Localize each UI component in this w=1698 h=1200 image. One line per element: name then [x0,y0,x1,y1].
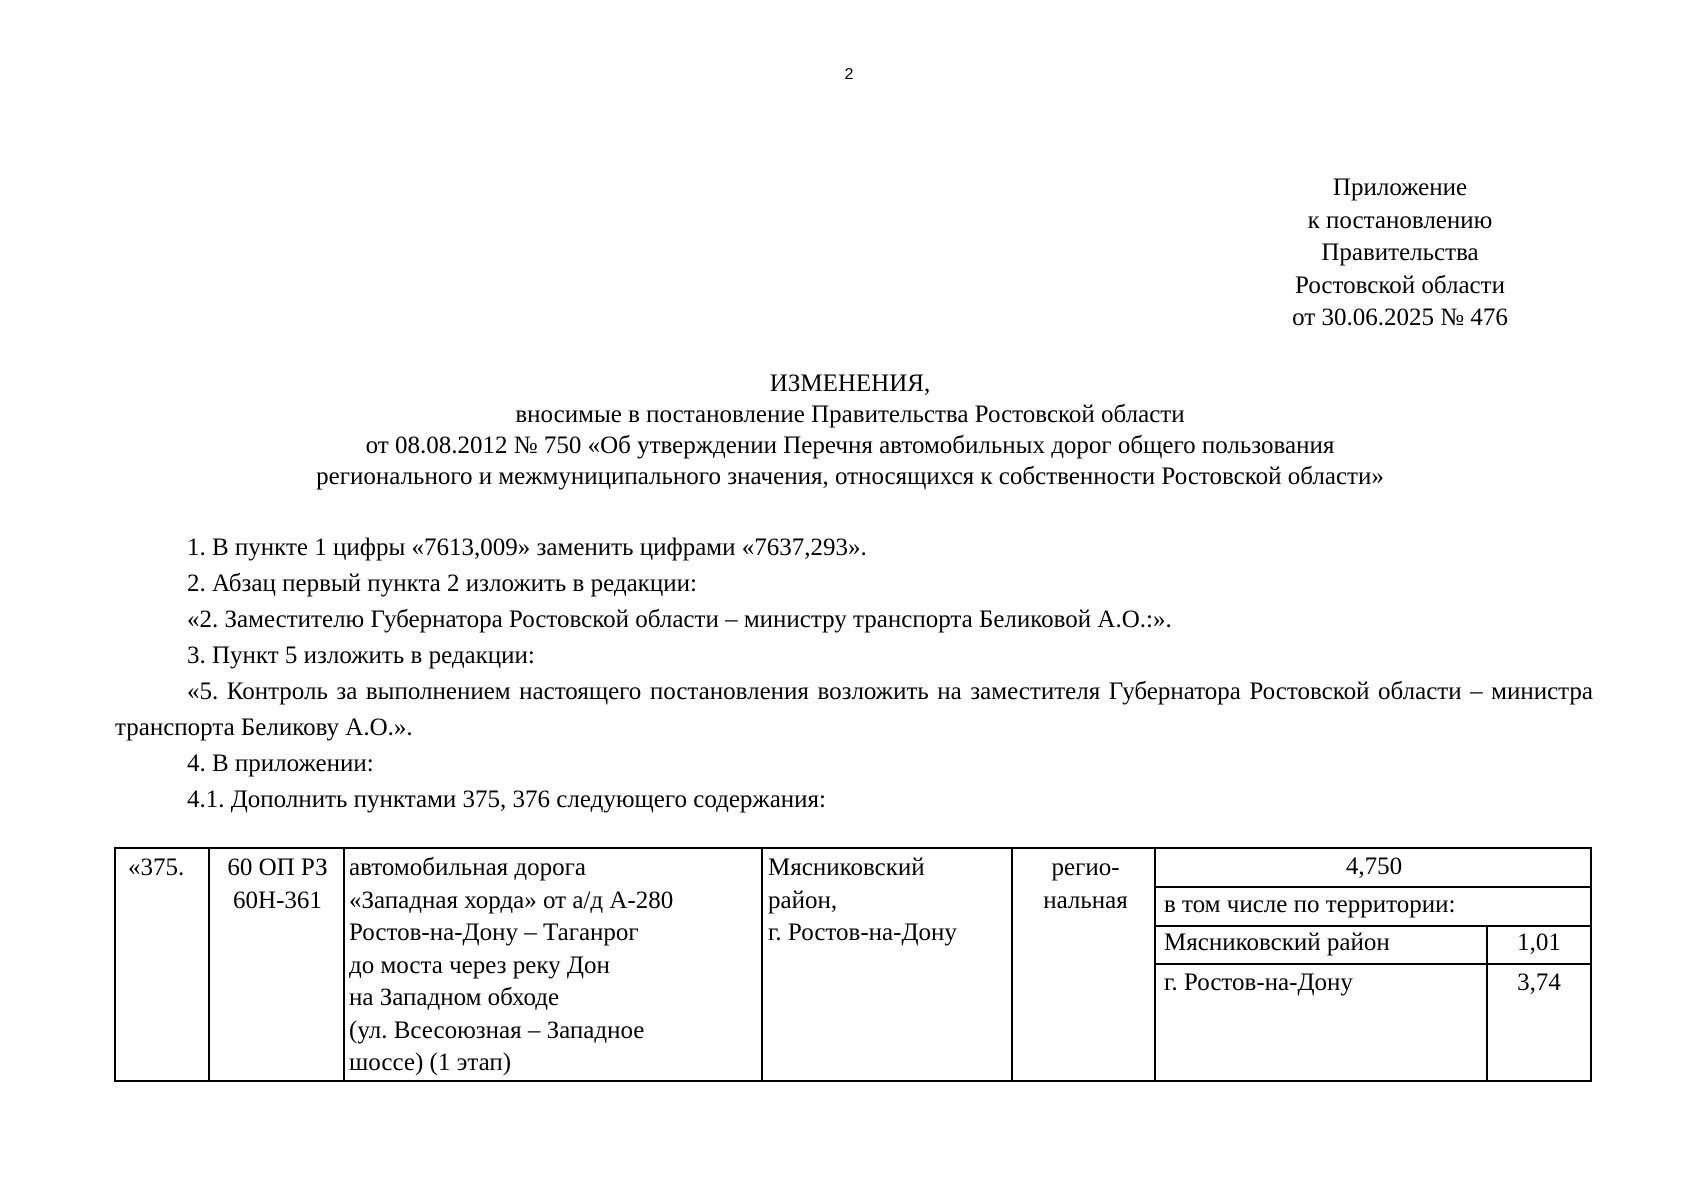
paragraph: 1. В пункте 1 цифры «7613,009» заменить цифрами «7637,293». [187,534,867,561]
paragraph: 2. Абзац первый пункта 2 изложить в редакции: [187,570,697,597]
road-name-line: Ростов-на-Дону – Таганрог [349,919,639,946]
paragraph: «2. Заместителю Губернатора Ростовской области – министру транспорта Беликовой А.О.:». [187,606,1172,633]
document-heading [115,368,1585,492]
territory-name: г. Ростов-на-Дону [1164,969,1353,996]
table-cell-code [212,852,343,917]
appendix-line: от 30.06.2025 № 476 [1292,304,1508,331]
territory-value: 3,74 [1517,969,1561,996]
significance-line: нальная [1043,886,1128,914]
document-title: ИЗМЕНЕНИЯ, [769,370,931,397]
location-line: Мясниковский [768,854,925,881]
road-name-line: (ул. Всесоюзная – Западное [349,1016,645,1044]
subtable-divider [1156,886,1590,888]
road-name-line: автомобильная дорога [349,854,586,881]
road-name-line: на Западном обходе [349,984,560,1011]
territory-header: в том числе по территории: [1164,891,1456,918]
appendix-line: Правительства [1321,239,1479,266]
location-line: район, [768,886,838,914]
code-line: 60 ОП РЗ [227,854,328,881]
heading-line: от 08.08.2012 № 750 «Об утверждении Перечня автомобильных дорог общего пользования [365,432,1335,459]
appendix-line: Приложение [1332,174,1468,201]
page-number: 2 [844,66,854,83]
table-cell-number: «375. [128,854,185,881]
appendix-line: к постановлению [1307,206,1493,234]
roads-table [114,847,1592,1082]
code-line: 60Н-361 [233,886,322,914]
heading-line: регионального и межмуниципального значения, относящихся к собственности Ростовской области» [316,463,1384,490]
road-name-line: шоссе) (1 этап) [349,1049,512,1076]
territory-value: 1,01 [1517,929,1561,956]
paragraph: «5. Контроль за выполнением настоящего постановления возложить на заместителя Губернатора Ростовской области – министра транспорта Беликову А.О.». [115,678,1593,741]
heading-line: вносимые в постановление Правительства Ростовской области [515,401,1185,428]
paragraph: 4.1. Дополнить пунктами 375, 376 следующего содержания: [187,786,826,813]
table-cell-significance [1015,852,1156,917]
territory-name: Мясниковский район [1164,929,1390,956]
appendix-block [1240,172,1560,335]
length-total: 4,750 [1345,853,1403,880]
road-name-line: до моста через реку Дон [349,951,610,979]
paragraph: 4. В приложении: [187,750,374,777]
road-name-line: «Западная хорда» от а/д А-280 [349,886,674,914]
paragraph: 3. Пункт 5 изложить в редакции: [187,642,535,669]
table-cell-location [768,852,957,950]
table-cell-road-name [349,852,673,1080]
subtable-divider [1156,963,1590,965]
significance-line: регио- [1051,854,1120,881]
body-text [115,530,1593,818]
appendix-line: Ростовской области [1295,271,1505,299]
location-line: г. Ростов-на-Дону [768,919,957,946]
